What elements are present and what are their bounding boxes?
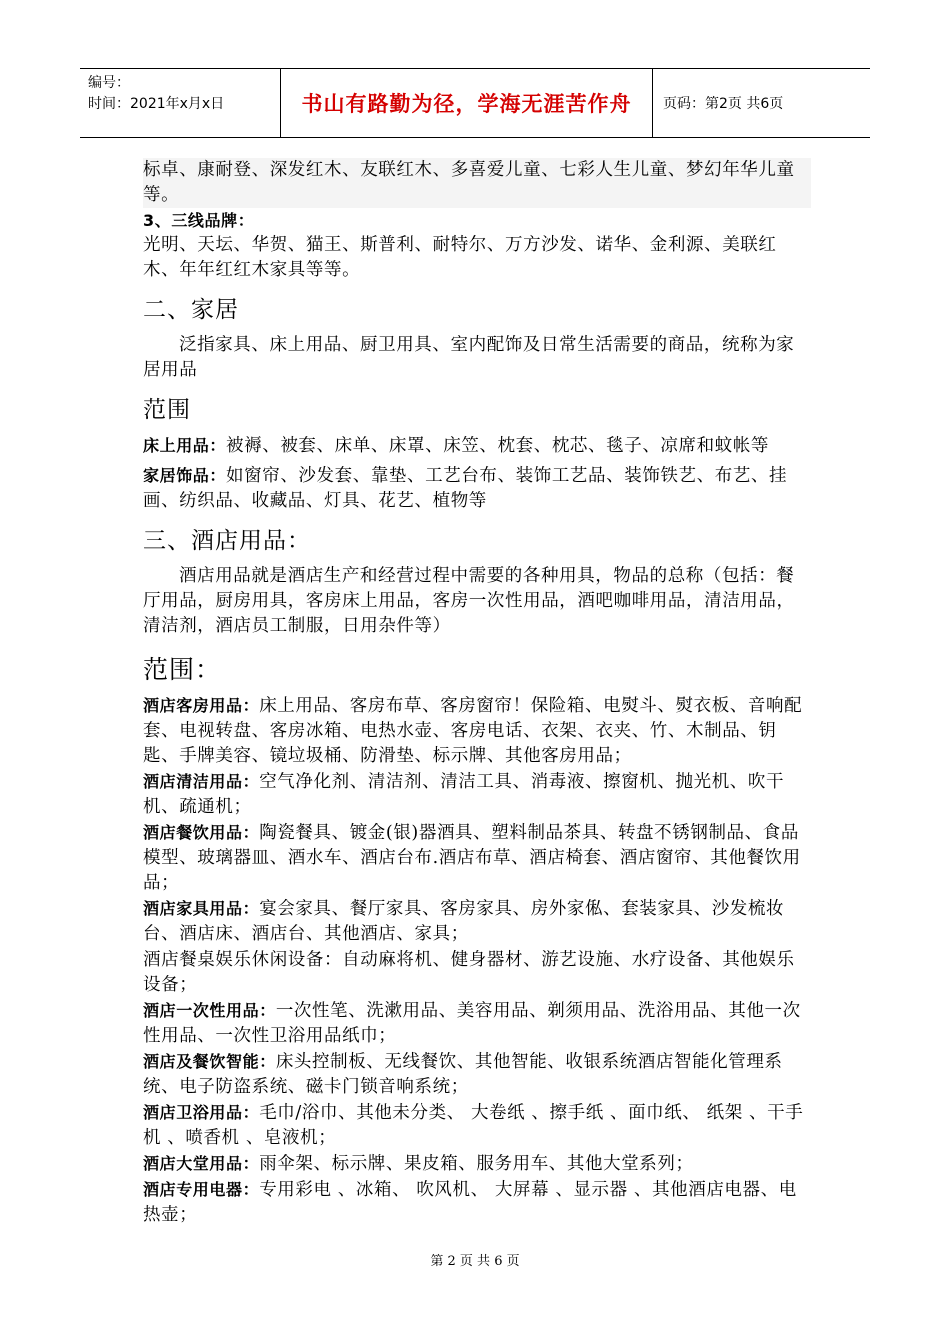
hotel-item: 酒店及餐饮智能：床头控制板、无线餐饮、其他智能、收银系统酒店智能化管理系统、电子防盗系统、磁卡门锁音响系统；	[143, 1052, 783, 1097]
brand-list-continuation: 标卓、康耐登、深发红木、友联红木、多喜爱儿童、七彩人生儿童、梦幻年华儿童等。	[143, 158, 811, 208]
hotel-item: 酒店家具用品：宴会家具、餐厅家具、客房家具、房外家俬、套装家具、沙发梳妆台、酒店床、酒店台、其他酒店、家具；	[143, 899, 785, 944]
hotel-item: 酒店专用电器：专用彩电 、冰箱、 吹风机、 大屏幕 、显示器 、其他酒店电器、电热壶；	[143, 1180, 797, 1225]
header-motto: 书山有路勤为径，学海无涯苦作舟	[281, 69, 653, 137]
home-item: 床上用品：被褥、被套、床单、床罩、床笠、枕套、枕芯、毯子、凉席和蚊帐等	[143, 436, 770, 456]
code-label: 编号：	[88, 75, 130, 91]
home-intro: 泛指家具、床上用品、厨卫用具、室内配饰及日常生活需要的商品，统称为家居用品	[143, 335, 795, 380]
hotel-item: 酒店大堂用品：雨伞架、标示牌、果皮箱、服务用车、其他大堂系列；	[143, 1154, 694, 1174]
hotel-item: 酒店卫浴用品：毛巾/浴巾、其他未分类、 大卷纸 、擦手纸 、面巾纸、 纸架 、干手机 、喷香机 、皂液机；	[143, 1103, 804, 1148]
time-label: 时间：2021年x月x日	[88, 96, 225, 112]
document-body	[143, 158, 811, 1228]
hotel-item: 酒店餐桌娱乐休闲设备：自动麻将机、健身器材、游艺设施、水疗设备、其他娱乐设备；	[143, 950, 795, 995]
section-hotel-heading: 三、酒店用品：	[143, 528, 311, 554]
header-page-info: 页码：第2页 共6页	[663, 96, 784, 112]
home-scope-heading: 范围	[143, 397, 191, 423]
page-footer: 第 2 页 共 6 页	[430, 1254, 520, 1269]
hotel-scope-heading: 范围：	[143, 655, 222, 684]
tier3-heading: 3、三线品牌：	[143, 211, 255, 230]
hotel-intro: 酒店用品就是酒店生产和经营过程中需要的各种用具，物品的总称（包括：餐厅用品，厨房用具，客房床上用品，客房一次性用品，酒吧咖啡用品，清洁用品，清洁剂，酒店员工制服，日用杂件等）	[143, 566, 795, 636]
home-item: 家居饰品：如窗帘、沙发套、靠垫、工艺台布、装饰工艺品、装饰铁艺、布艺、挂画、纺织品、收藏品、灯具、花艺、植物等	[143, 466, 788, 511]
hotel-item: 酒店一次性用品：一次性笔、洗漱用品、美容用品、剃须用品、洗浴用品、其他一次性用品、一次性卫浴用品纸巾；	[143, 1001, 801, 1046]
hotel-item: 酒店清洁用品：空气净化剂、清洁剂、清洁工具、消毒液、擦窗机、抛光机、吹干机、疏通机；	[143, 772, 785, 817]
tier3-text: 光明、天坛、华贺、猫王、斯普利、耐特尔、万方沙发、诺华、金利源、美联红木、年年红红木家具等等。	[143, 235, 777, 280]
section-home-heading: 二、家居	[143, 297, 239, 323]
page-header	[80, 68, 870, 138]
hotel-item: 酒店客房用品：床上用品、客房布草、客房窗帘！保险箱、电熨斗、熨衣板、音响配套、电视转盘、客房冰箱、电热水壶、客房电话、衣架、衣夹、竹、木制品、钥匙、手牌美容、镜垃圾桶、防滑垫、标示牌、其他客房用品；	[143, 696, 803, 766]
hotel-item: 酒店餐饮用品：陶瓷餐具、镀金(银)器酒具、塑料制品茶具、转盘不锈钢制品、食品模型、玻璃器皿、酒水车、酒店台布.酒店布草、酒店椅套、酒店窗帘、其他餐饮用品；	[143, 823, 801, 893]
header-meta	[80, 69, 281, 137]
